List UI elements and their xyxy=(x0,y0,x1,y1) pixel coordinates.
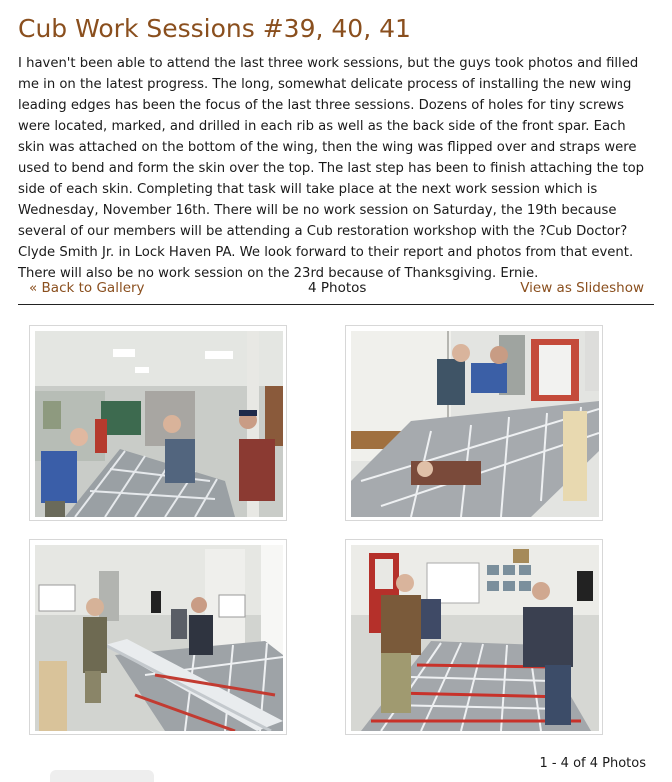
back-to-gallery-link[interactable]: « Back to Gallery xyxy=(29,280,145,296)
photo-wing-with-straps xyxy=(351,545,599,731)
photo-wing-leading-edge xyxy=(35,545,283,731)
photo-thumbnail-2[interactable] xyxy=(345,325,603,521)
photo-workshop-wing-frame xyxy=(35,331,283,517)
footer-tab xyxy=(50,770,154,782)
page-title: Cub Work Sessions #39, 40, 41 xyxy=(18,14,411,43)
photo-count: 4 Photos xyxy=(308,280,367,296)
photo-wing-skin-install xyxy=(351,331,599,517)
photo-thumbnail-1[interactable] xyxy=(29,325,287,521)
gallery-description: I haven't been able to attend the last three work sessions, but the guys took photos and filled me in on the latest progress. The long, somewhat delicate process of installing the new wing leading edges has been the focus of the last three sessions. Dozens of holes for tiny screws were located, marked, and drilled in each rib as well as the back side of the front spar. Each skin was attached on the bottom of the wing, then the wing was flipped over and straps were used to bend and form the skin over the top. The last step has been to finish attaching the top side of each skin. Completing that task will take place at the next work session which is Wednesday, November 16th. There will be no work session on Saturday, the 19th because several of our members will be attending a Cub restoration workshop with the ?Cub Doctor? Clyde Smith Jr. in Lock Haven PA. We look forward to their report and photos from that event. There will also be no work session on the 23rd because of Thanksgiving. Ernie. xyxy=(18,56,645,281)
photo-thumbnail-4[interactable] xyxy=(345,539,603,735)
photo-thumbnail-3[interactable] xyxy=(29,539,287,735)
view-slideshow-link[interactable]: View as Slideshow xyxy=(520,280,644,296)
pagination-summary: 1 - 4 of 4 Photos xyxy=(539,756,646,771)
gallery-nav xyxy=(18,276,654,305)
